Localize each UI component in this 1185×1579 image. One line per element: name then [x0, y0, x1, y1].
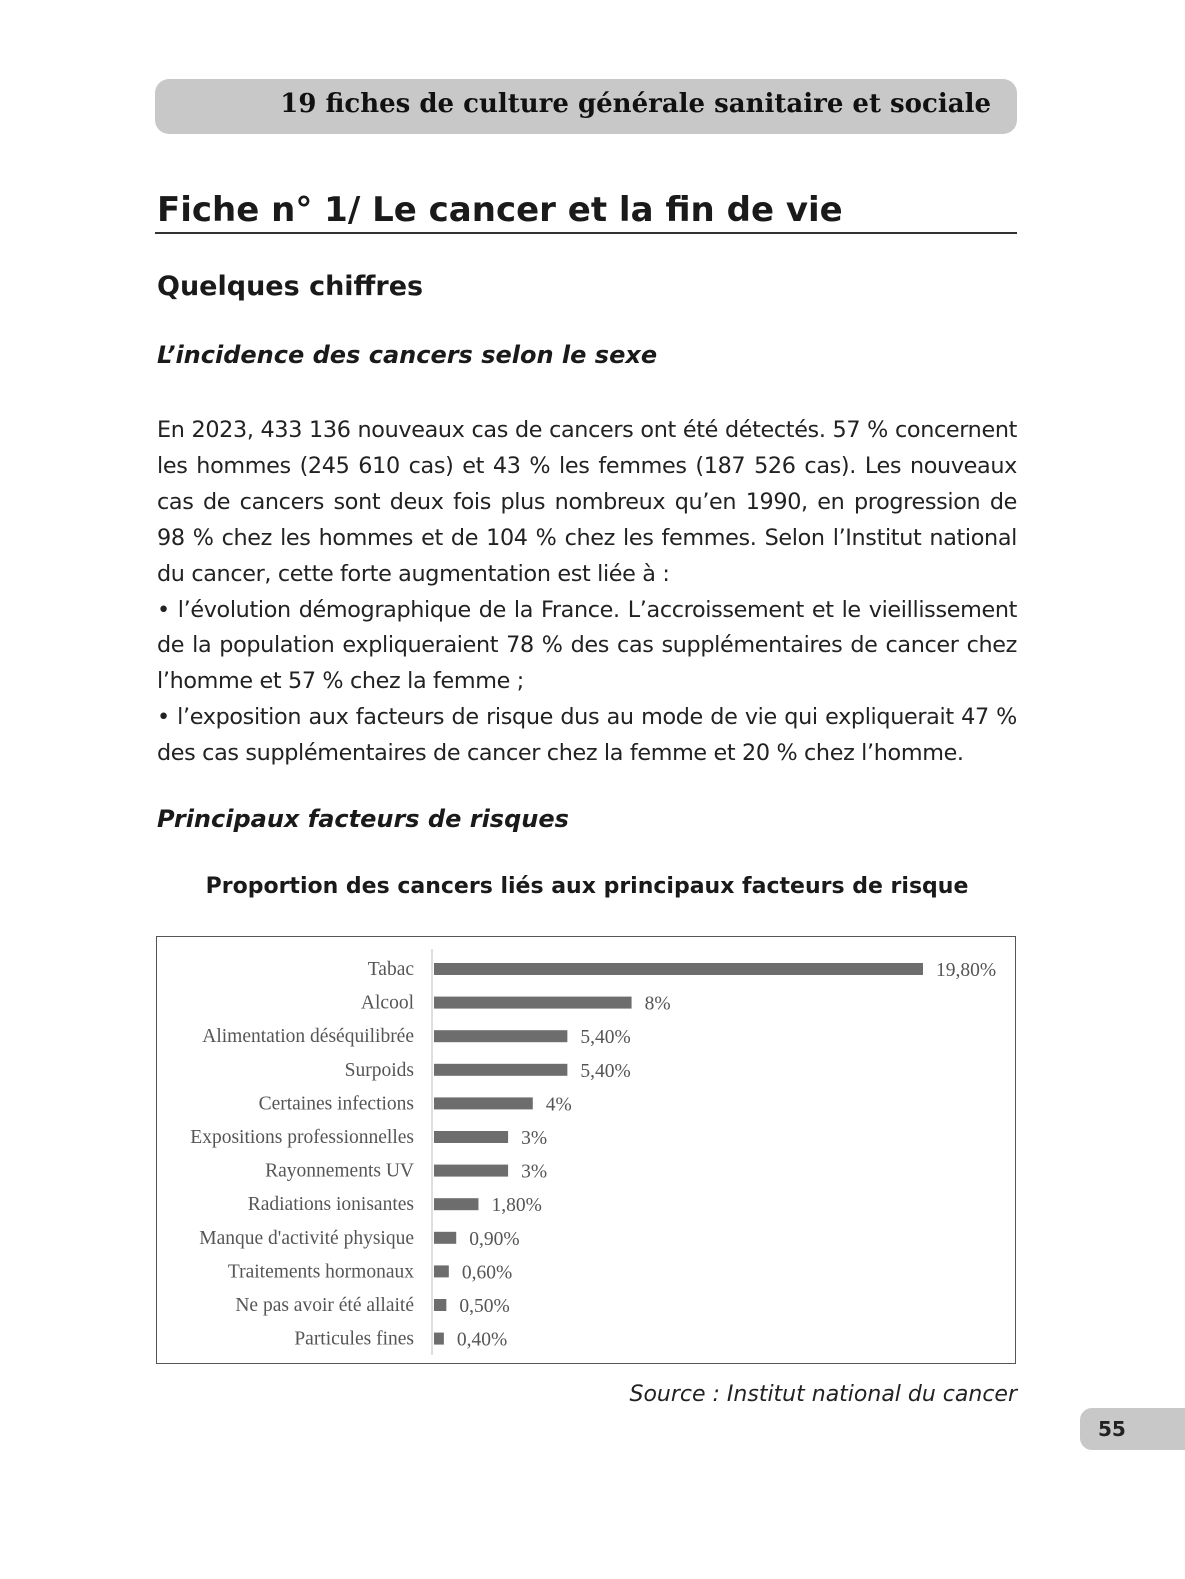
category-label: Rayonnements UV	[265, 1160, 414, 1182]
bar	[434, 997, 632, 1009]
title-underline	[155, 232, 1017, 234]
data-label: 1,80%	[491, 1195, 542, 1217]
paragraph-intro: En 2023, 433 136 nouveaux cas de cancers ont été détectés. 57 % concernent les hommes (245 610 cas) et 43 % les femmes (187 526 cas). Les nouveaux cas de cancers sont deux fois plus nombreux qu’en 1990, en progression de 98 % chez les hommes et de 104 % chez les femmes. Selon l’Institut national du cancer, cette forte augmentation est liée à :	[157, 417, 1017, 587]
data-label: 5,40%	[580, 1060, 631, 1082]
bar	[434, 1030, 567, 1042]
bar	[434, 1198, 478, 1210]
category-label: Surpoids	[344, 1059, 414, 1081]
bar	[434, 1097, 533, 1109]
bar	[434, 1333, 444, 1345]
category-label: Manque d'activité physique	[199, 1227, 414, 1249]
category-label: Certaines infections	[258, 1093, 414, 1115]
data-label: 4%	[545, 1094, 572, 1116]
category-label: Traitements hormonaux	[227, 1261, 414, 1283]
subsection-heading-incidence: L’incidence des cancers selon le sexe	[157, 341, 658, 369]
data-label: 0,40%	[456, 1329, 508, 1351]
source-caption: Source : Institut national du cancer	[629, 1382, 1017, 1407]
subsection-heading-risk-factors: Principaux facteurs de risques	[157, 805, 569, 833]
data-label: 5,40%	[580, 1027, 631, 1049]
bullet-lifestyle: • l’exposition aux facteurs de risque dus au mode de vie qui expliquerait 47 % des cas supplémentaires de cancer chez la femme et 20 % chez l’homme.	[157, 704, 1017, 767]
category-label: Expositions professionnelles	[190, 1127, 414, 1148]
bar	[434, 1165, 508, 1177]
bar	[434, 1232, 456, 1244]
bar-chart-svg	[157, 937, 1015, 1363]
data-label: 0,50%	[459, 1296, 510, 1317]
bar	[434, 1131, 508, 1143]
data-label: 3%	[521, 1161, 548, 1183]
chart-title: Proportion des cancers liés aux principaux facteurs de risque	[205, 874, 969, 899]
bar	[434, 1265, 449, 1277]
bullet-demography: • l’évolution démographique de la France. L’accroissement et le vieillissement de la population expliqueraient 78 % des cas supplémentaires de cancer chez l’homme et 57 % chez la femme ;	[157, 596, 1017, 695]
page-number-tab	[1080, 1408, 1185, 1450]
data-label: 8%	[644, 993, 671, 1015]
data-label: 19,80%	[936, 960, 997, 981]
running-header-band	[155, 79, 1017, 134]
page-title: Fiche n° 1/ Le cancer et la fin de vie	[157, 190, 843, 230]
category-label: Ne pas avoir été allaité	[235, 1295, 414, 1316]
category-label: Particules fines	[294, 1328, 414, 1350]
bar-chart	[156, 936, 1016, 1364]
section-heading: Quelques chiffres	[157, 271, 424, 302]
running-header-title: 19 fiches de culture générale sanitaire et sociale	[280, 89, 991, 119]
data-label: 0,60%	[461, 1262, 513, 1284]
category-label: Radiations ionisantes	[247, 1194, 414, 1216]
category-label: Alcool	[360, 992, 414, 1014]
body-paragraph	[157, 413, 1017, 772]
page-number: 55	[1098, 1417, 1126, 1441]
data-label: 0,90%	[469, 1228, 520, 1250]
category-label: Tabac	[367, 959, 414, 980]
bar	[434, 1299, 446, 1311]
bar	[434, 1064, 567, 1076]
bar	[434, 963, 923, 975]
category-label: Alimentation déséquilibrée	[202, 1026, 414, 1048]
data-label: 3%	[521, 1128, 548, 1149]
